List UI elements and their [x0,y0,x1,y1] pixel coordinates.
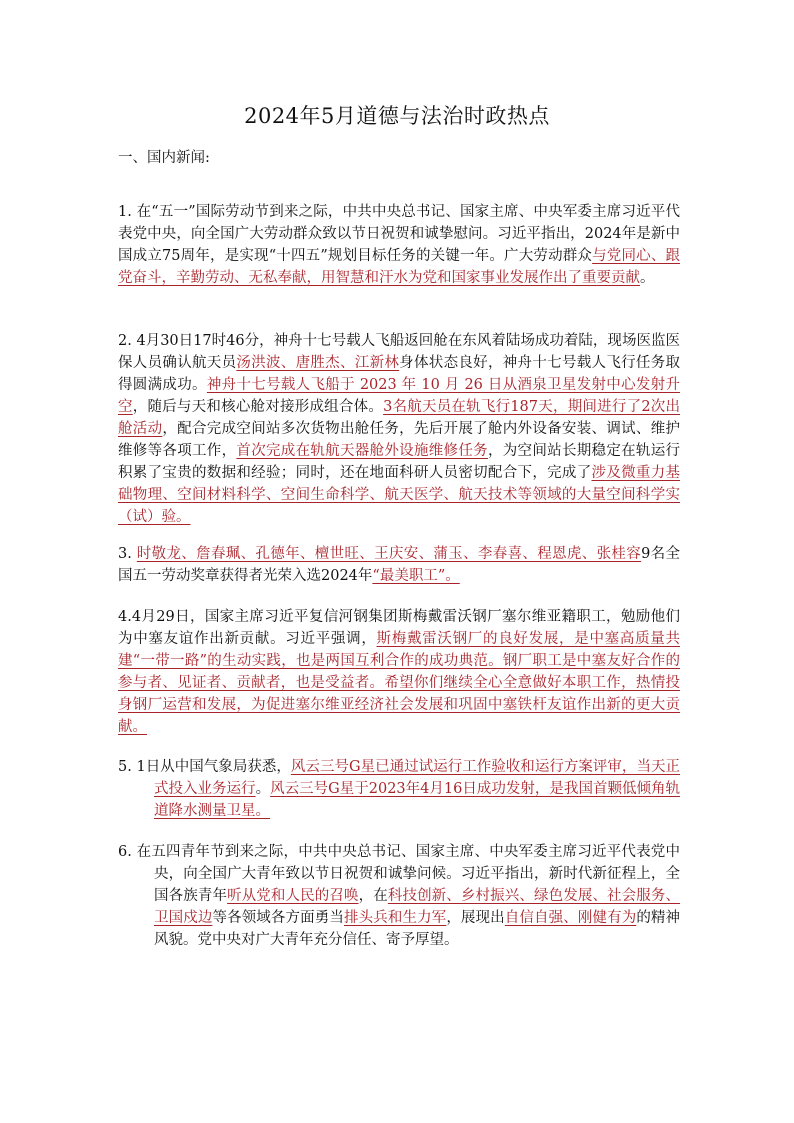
news-item-2-text: 身体状态良好，神舟十七号载人飞行任务取得圆满成功。 [118,354,681,393]
news-item-6-highlight: 自信自强、刚健有为 [504,909,637,926]
news-item-4 [118,606,680,738]
news-item-6 [118,841,680,951]
news-item-2-highlight: 3名航天员在轨飞行187天，期间进行了2次出舱活动 [118,398,680,437]
news-item-5-highlight: 风云三号G星已通过试运行工作验收和运行方案评审，当天正式投入业务运行 [154,758,680,797]
news-item-2 [118,330,680,528]
news-item-6-highlight: 排头兵和生力军 [344,909,447,926]
news-item-2-text: ，配合完成空间站多次货物出舱任务，先后开展了舱内外设备安装、调试、维护维修等各项工作， [118,420,681,459]
news-item-6-text: ，在 [358,887,388,904]
news-item-2-highlight: 汤洪波、唐胜杰、江新林 [236,354,400,371]
news-item-3-highlight: 时敬龙、詹春珮、孔德年、檀世旺、王庆安、蒲玉、李春喜、程恩虎、张桂容 [136,545,642,562]
news-item-6-highlight: 科技创新、乡村振兴、绿色发展、社会服务、卫国戍边 [154,887,681,926]
news-item-6-text: 等各领域各方面勇当 [212,909,344,926]
news-item-6-highlight: 听从党和人民的召唤 [227,887,359,904]
news-item-4-text: 4.4月29日，国家主席习近平复信河钢集团斯梅戴雷沃钢厂塞尔维亚籍职工，勉励他们为中塞友谊作出新贡献。习近平强调， [118,608,680,647]
news-item-6-text: 的精神风貌。党中央对广大青年充分信任、寄予厚望。 [154,909,681,948]
news-item-3-text: 9名全国五一劳动奖章获得者光荣入选2024年 [118,545,680,584]
news-item-1-text-end: 。 [640,269,655,286]
news-item-2-highlight: 首次完成在轨航天器舱外设施维修任务 [236,442,488,459]
news-item-1 [118,201,680,289]
news-item-2-text: ，随后与天和核心舱对接形成组合体。 [132,398,384,415]
news-item-6-text: 6. 在五四青年节到来之际，中共中央总书记、国家主席、中央军委主席习近平代表党中央，向全国广大青年致以节日祝贺和诚挚问候。习近平指出，新时代新征程上，全国各族青年 [118,843,680,904]
news-item-3-text: 3. [118,545,137,562]
news-item-3-highlight: “最美职工”。 [372,567,460,584]
section-heading-domestic-news: 一、国内新闻: [118,150,210,166]
news-item-3 [118,543,680,587]
news-item-5-highlight: 风云三号G星于2023年4月16日成功发射，是我国首颗低倾角轨道降水测量卫星。 [154,780,681,819]
news-item-5 [118,756,680,822]
news-item-5-text: 5. 1日从中国气象局获悉， [118,758,291,775]
news-item-2-highlight: 神舟十七号载人飞船于 2023 年 10 月 26 日从酒泉卫星发射中心发射升空 [118,376,680,415]
news-item-1-highlight: 与党同心、跟党奋斗，辛勤劳动、无私奉献，用智慧和汗水为党和国家事业发展作出了重要贡献 [118,247,680,286]
news-item-2-text: 2. 4月30日17时46分，神舟十七号载人飞船返回舱在东风着陆场成功着陆，现场医监医保人员确认航天员 [118,332,680,371]
news-item-2-text: ，为空间站长期稳定在轨运行积累了宝贵的数据和经验；同时，还在地面科研人员密切配合下，完成了 [118,442,681,481]
news-item-2-highlight: 涉及微重力基础物理、空间材料科学、空间生命科学、航天医学、航天技术等领域的大量空间科学实（试）验。 [118,464,681,525]
news-item-1-text: 1. 在“五一”国际劳动节到来之际，中共中央总书记、国家主席、中央军委主席习近平代表党中央，向全国广大劳动群众致以节日祝贺和诚挚慰问。习近平指出，2024年是新中国成立75周年，是实现“十四五”规划目标任务的关键一年。广大劳动群众 [118,203,680,264]
page-title: 2024年5月道德与法治时政热点 [244,104,550,128]
news-item-4-highlight: 斯梅戴雷沃钢厂的良好发展，是中塞高质量共建“一带一路”的生动实践，也是两国互利合作的成功典范。钢厂职工是中塞友好合作的参与者、见证者、贡献者，也是受益者。希望你们继续全心全意做好本职工作，热情投身钢厂运营和发展，为促进塞尔维亚经济社会发展和巩固中塞铁杆友谊作出新的更大贡献。 [118,630,681,735]
news-item-6-text: ，展现出 [446,909,505,926]
news-item-5-text: 。 [255,780,271,797]
